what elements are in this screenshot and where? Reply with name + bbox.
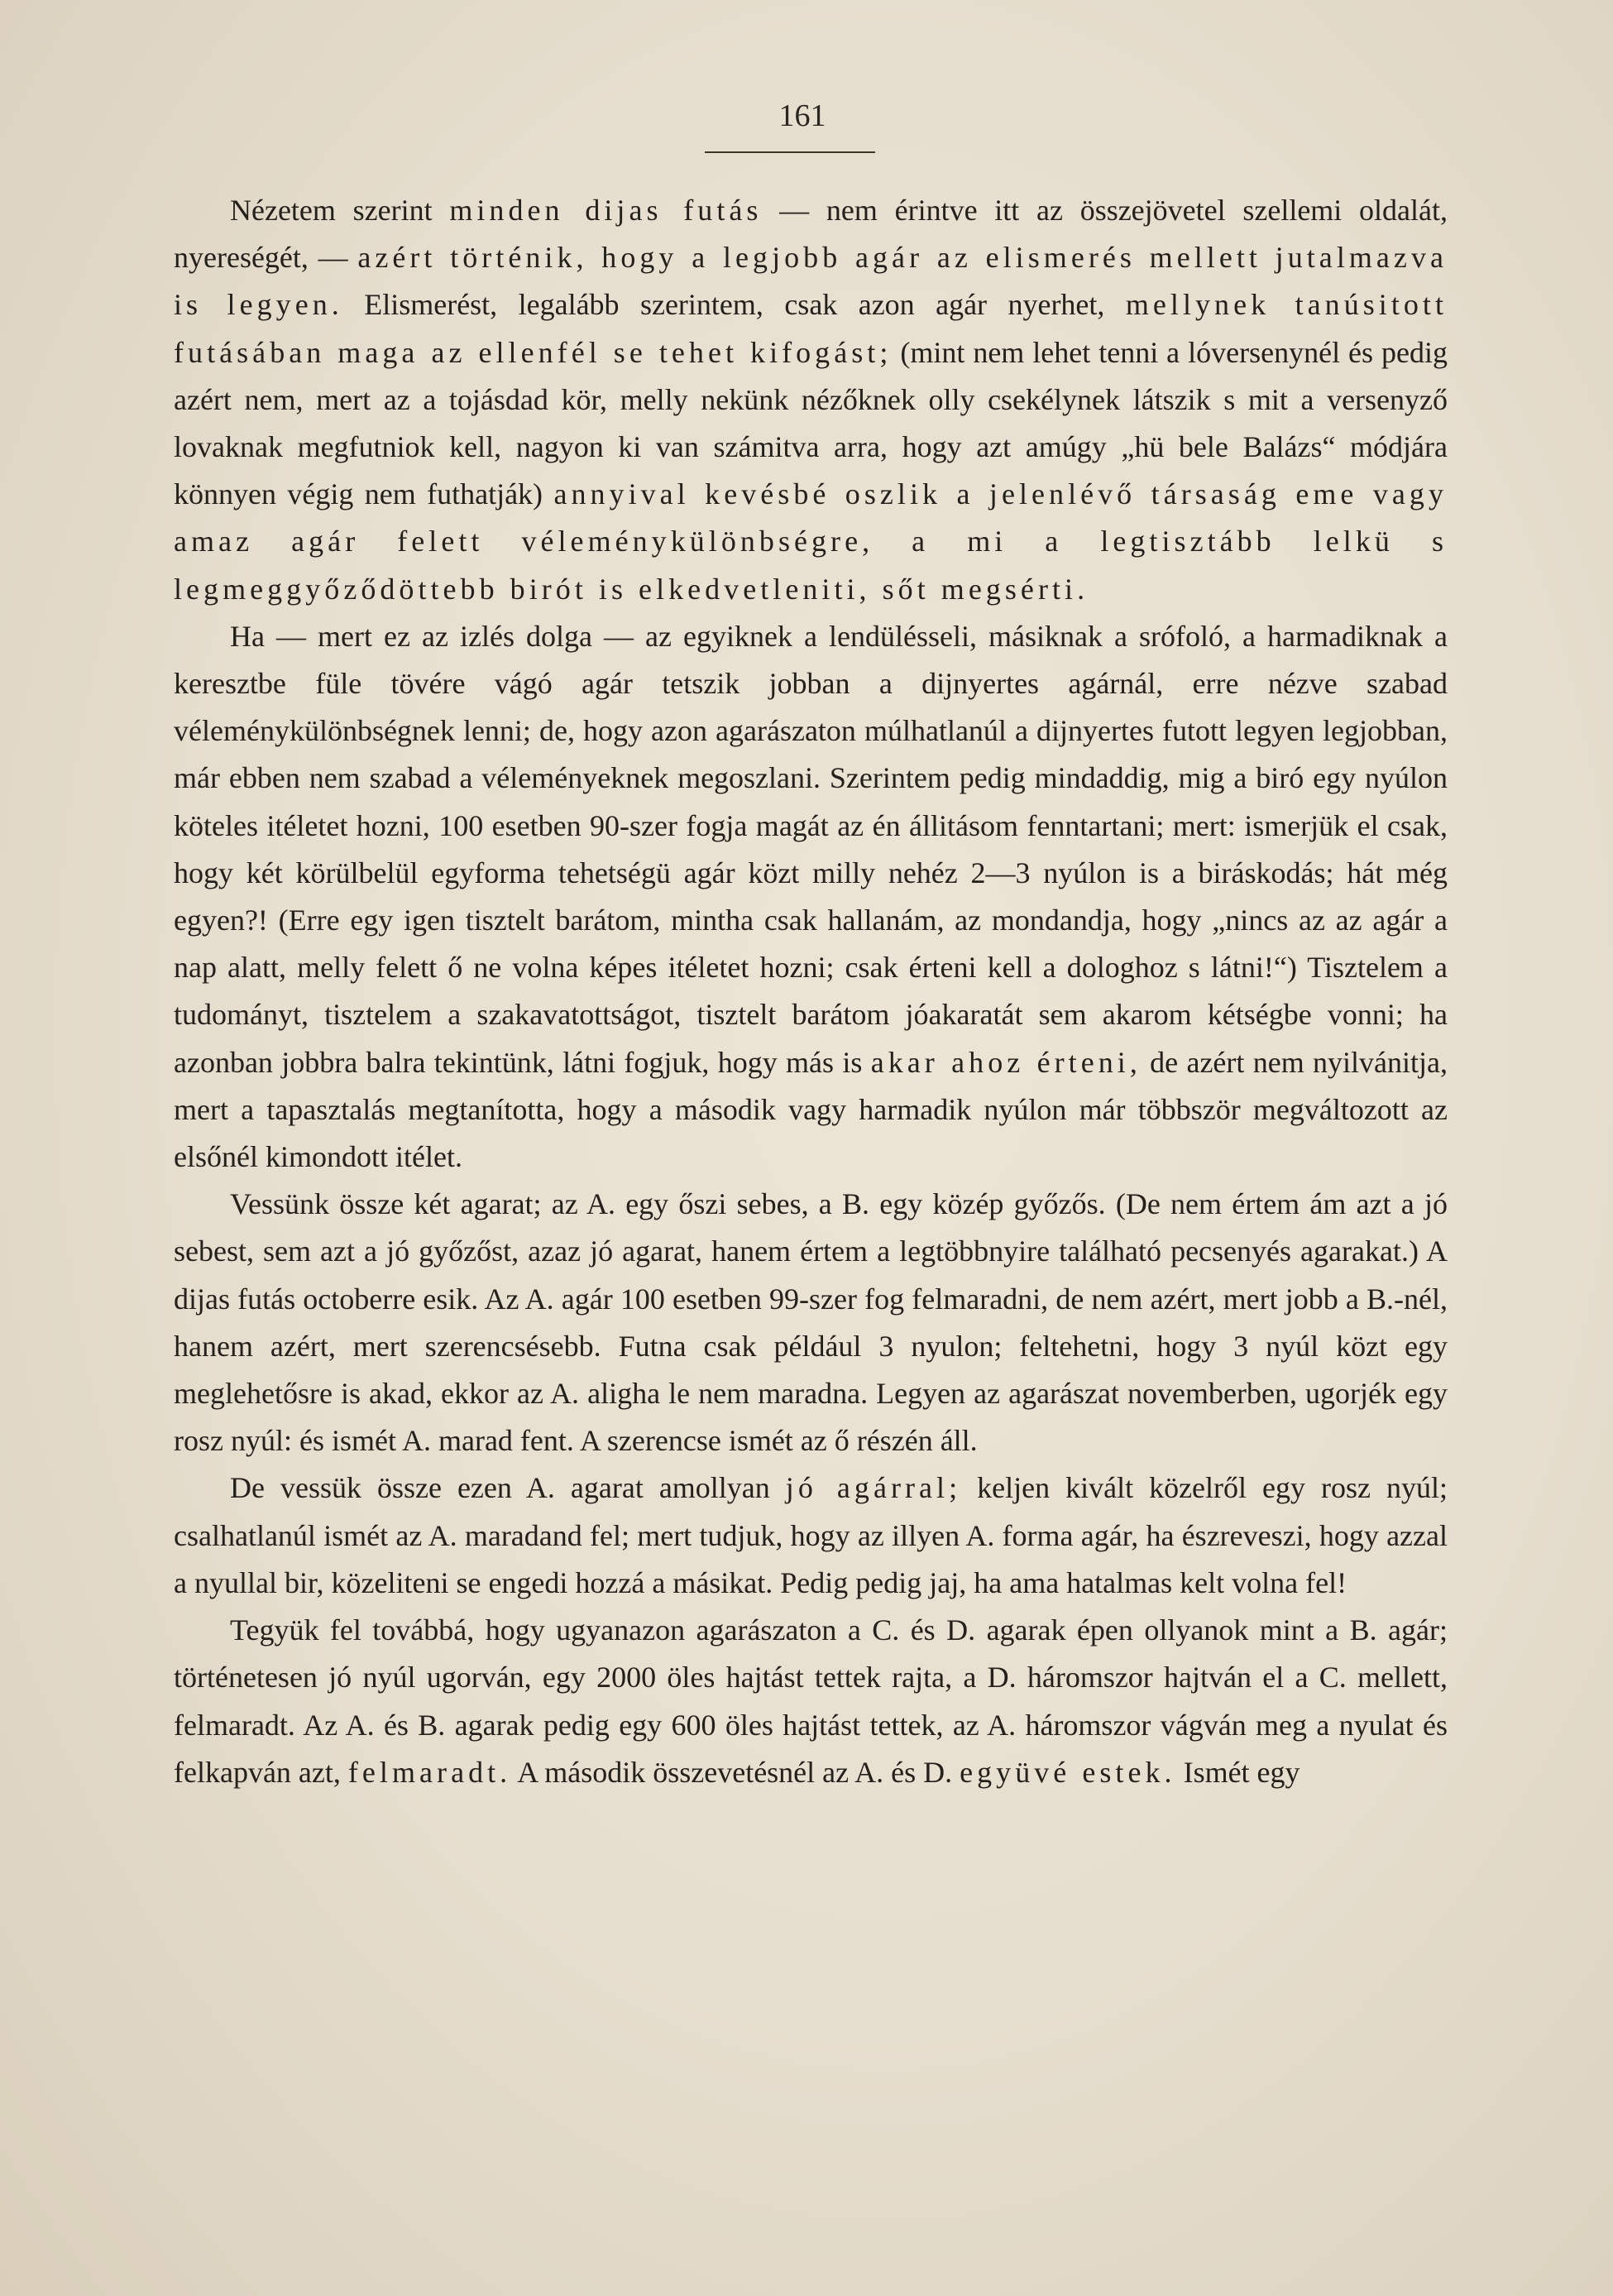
spaced-emphasis: minden dijas futás <box>449 194 763 227</box>
spaced-emphasis: jó agárral; <box>785 1471 962 1505</box>
text-run: Tegyük fel továbbá, hogy ugyanazon agarászaton a C. és D. agarak épen ollyanok mint a B. agár; történetesen jó nyúl ugorván, egy 2000 öles hajtást tettek rajta, a D. háromszor hajtván el a C. mellett, felmaradt. Az A. és B. agarak pedig egy 600 öles hajtást tettek, az A. háromszor vágván meg a nyulat és felkapván azt, <box>174 1613 1448 1789</box>
spaced-emphasis: együvé estek. <box>960 1755 1176 1789</box>
text-run: keljen kivált közelről egy rosz nyúl; csalhatlanúl ismét az A. maradand fel; mert tudjuk, hogy az illyen A. forma agár, ha észreveszi, hogy azzal a nyullal bir, közeliteni se engedi hozzá a másikat. Pedig pedig jaj, ha ama hatalmas kelt volna fel! <box>174 1471 1448 1599</box>
text-run: de azért nem nyilvánitja, mert a tapasztalás megtanította, hogy a második vagy harmadik nyúlon már többször megváltozott az elsőnél kimondott itélet. <box>174 1045 1448 1174</box>
spaced-emphasis: mellynek tanúsitott futásában maga az ellenfél se tehet kifogást; <box>174 288 1448 369</box>
text-run: De vessük össze ezen A. agarat amollyan <box>230 1471 786 1505</box>
paragraph-3 <box>174 1181 1448 1464</box>
spaced-emphasis: azért történik, hogy a legjobb agár az elismerés mellett jutalmazva is legyen. <box>174 241 1448 322</box>
spaced-emphasis: felmaradt. <box>347 1755 512 1789</box>
paragraph-1 <box>174 187 1448 613</box>
body-text <box>174 187 1448 1796</box>
spaced-emphasis: akar ahoz érteni, <box>870 1045 1142 1079</box>
text-run: Vessünk össze két agarat; az A. egy őszi sebes, a B. egy közép győzős. (De nem értem ám azt a jó sebest, sem azt a jó győzőst, azaz jó agarat, hanem értem a legtöbbnyire található pecsenyés agarakat.) A dijas futás octoberre esik. Az A. agár 100 esetben 99-szer fog felmaradni, de nem azért, mert jobb a B.-nél, hanem azért, mert szerencsésebb. Futna csak például 3 nyulon; feltehetni, hogy 3 nyúl közt egy meglehetősre is akad, ekkor az A. aligha le nem maradna. Legyen az agarászat novemberben, ugorjék egy rosz nyúl: és ismét A. marad fent. A szerencse ismét az ő részén áll. <box>174 1187 1448 1458</box>
paragraph-2 <box>174 613 1448 1181</box>
text-run: Ismét egy <box>1175 1755 1300 1789</box>
page-number: 161 <box>778 98 826 133</box>
text-run: (mint nem lehet tenni a lóversenynél és pedig azért nem, mert az a tojásdad kör, melly nekünk nézőknek olly csekélynek látszik s mit a versenyző lovaknak megfutniok kell, nagyon ki van számitva arra, hogy azt amúgy „hü bele Balázs“ módjára könnyen végig nem futhatják) <box>174 335 1448 511</box>
text-run: A második összevetésnél az A. és D. <box>511 1755 960 1789</box>
header-rule <box>705 151 875 153</box>
paragraph-4 <box>174 1464 1448 1607</box>
text-run: Elismerést, legalább szerintem, csak azon agár nyerhet, <box>342 288 1126 322</box>
text-run: Ha — mert ez az izlés dolga — az egyiknek a lendülésseli, másiknak a srófoló, a harmadiknak a keresztbe füle tövére vágó agár tetszik jobban a dijnyertes agárnál, erre nézve szabad véleménykülönbségnek lenni; de, hogy azon agarászaton múlhatlanúl a dijnyertes futott legyen legjobban, már ebben nem szabad a véleményeknek megoszlani. Szerintem pedig mindaddig, mig a biró egy nyúlon köteles itéletet hozni, 100 esetben 90-szer fogja magát az én állitásom fenntartani; mert: ismerjük el csak, hogy két körülbelül egyforma tehetségü agár közt milly nehéz 2—3 nyúlon is a biráskodás; hát még egyen?! (Erre egy igen tisztelt barátom, mintha csak hallanám, az mondandja, hogy „nincs az az agár a nap alatt, melly felett ő ne volna képes itéletet hozni; csak érteni kell a dologhoz s látni!“) Tisztelem a tudományt, tisztelem a szakavatottságot, tisztelt barátom jóakaratát sem akarom kétségbe vonni; ha azonban jobbra balra tekintünk, látni fogjuk, hogy más is <box>174 619 1448 1079</box>
paragraph-5 <box>174 1607 1448 1796</box>
text-run: Nézetem szerint <box>230 194 450 227</box>
spaced-emphasis: annyival kevésbé oszlik a jelenlévő társaság eme vagy amaz agár felett véleménykülönbségre, a mi a legtisztább lelkü s legmeggyőződöttebb birót is elkedvetleniti, sőt megsérti. <box>174 477 1448 606</box>
text-run: — nem érintve itt az összejövetel szellemi oldalát, nyereségét, — <box>174 194 1448 275</box>
